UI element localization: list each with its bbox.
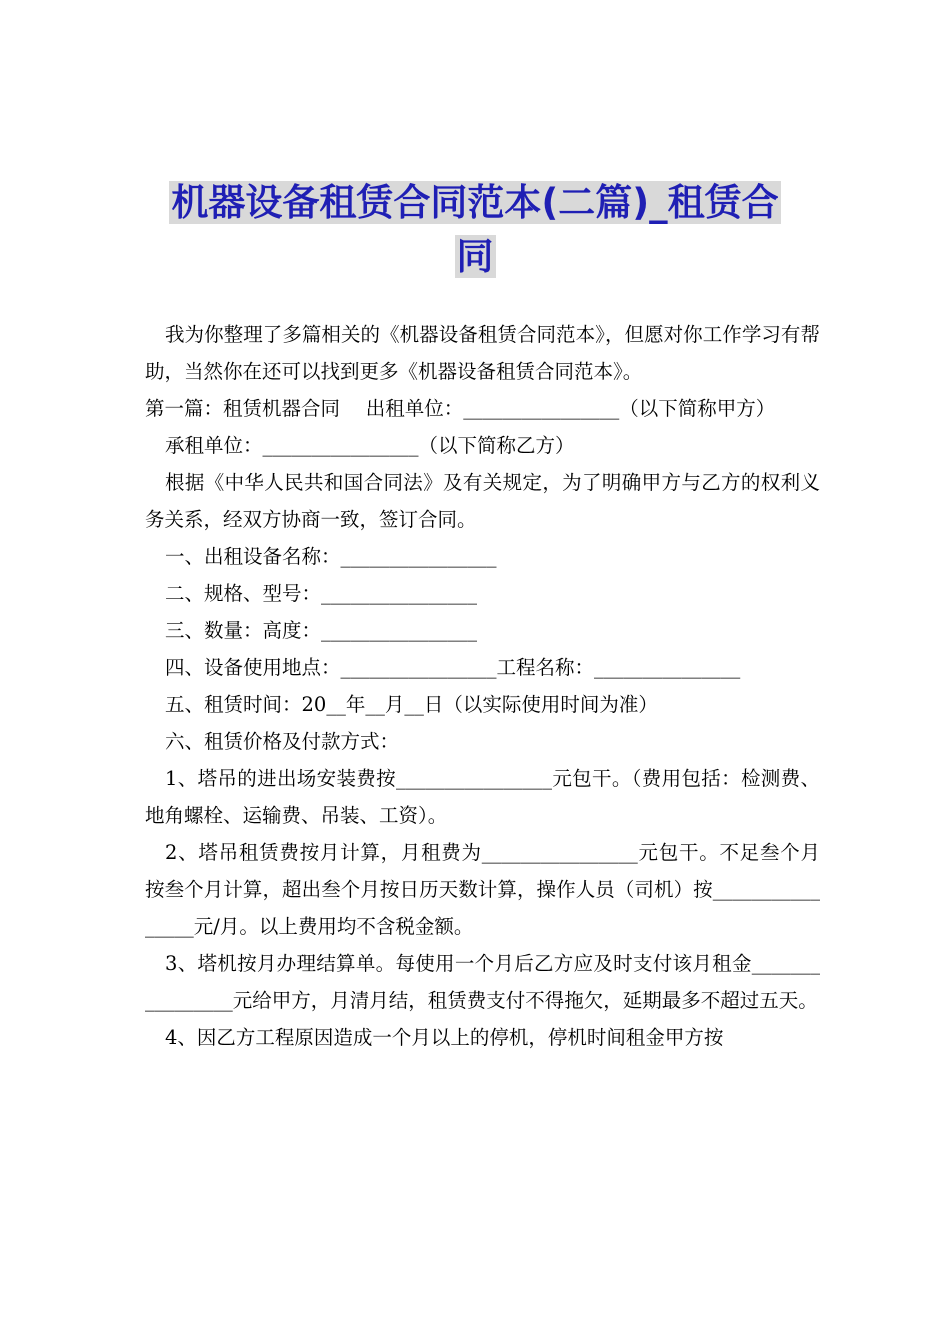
clause-item-2: 2、塔吊租赁费按月计算，月租费为________________元包干。不足叁个月按叁个月计算，超出叁个月按日历天数计算，操作人员（司机）按________________元/月。以上费用均不含税金额。 <box>145 841 820 938</box>
clause-item-1: 1、塔吊的进出场安装费按________________元包干。（费用包括：检测费、地角螺栓、运输费、吊装、工资）。 <box>145 767 820 827</box>
agreement-paragraph: 根据《中华人民共和国合同法》及有关规定，为了明确甲方与乙方的权利义务关系，经双方协商一致，签订合同。 <box>145 471 820 531</box>
document-body <box>145 316 820 1056</box>
document-title <box>150 176 800 284</box>
title-line-2: 同 <box>456 235 494 278</box>
clause-equipment-name: 一、出租设备名称：________________ <box>165 545 497 568</box>
intro-paragraph: 我为你整理了多篇相关的《机器设备租赁合同范本》，但愿对你工作学习有帮助，当然你在还可以找到更多《机器设备租赁合同范本》。 <box>145 323 820 383</box>
title-line-1: 机器设备租赁合同范本(二篇)_租赁合 <box>171 181 779 224</box>
clause-price-heading: 六、租赁价格及付款方式： <box>165 730 400 753</box>
clause-rental-time: 五、租赁时间：20__年__月__日（以实际使用时间为准） <box>165 693 658 716</box>
clause-quantity: 三、数量：高度：________________ <box>165 619 478 642</box>
clause-item-3: 3、塔机按月办理结算单。每使用一个月后乙方应及时支付该月租金________________元给甲方，月清月结，租赁费支付不得拖欠，延期最多不超过五天。 <box>145 952 820 1012</box>
clause-item-4: 4、因乙方工程原因造成一个月以上的停机，停机时间租金甲方按 <box>165 1026 724 1049</box>
clause-spec-model: 二、规格、型号：________________ <box>165 582 478 605</box>
clause-location: 四、设备使用地点：________________工程名称：_______________ <box>165 656 741 679</box>
lessee-line: 承租单位：________________（以下简称乙方） <box>165 434 575 457</box>
section-one-heading: 第一篇：租赁机器合同 出租单位：________________（以下简称甲方） <box>145 397 776 420</box>
